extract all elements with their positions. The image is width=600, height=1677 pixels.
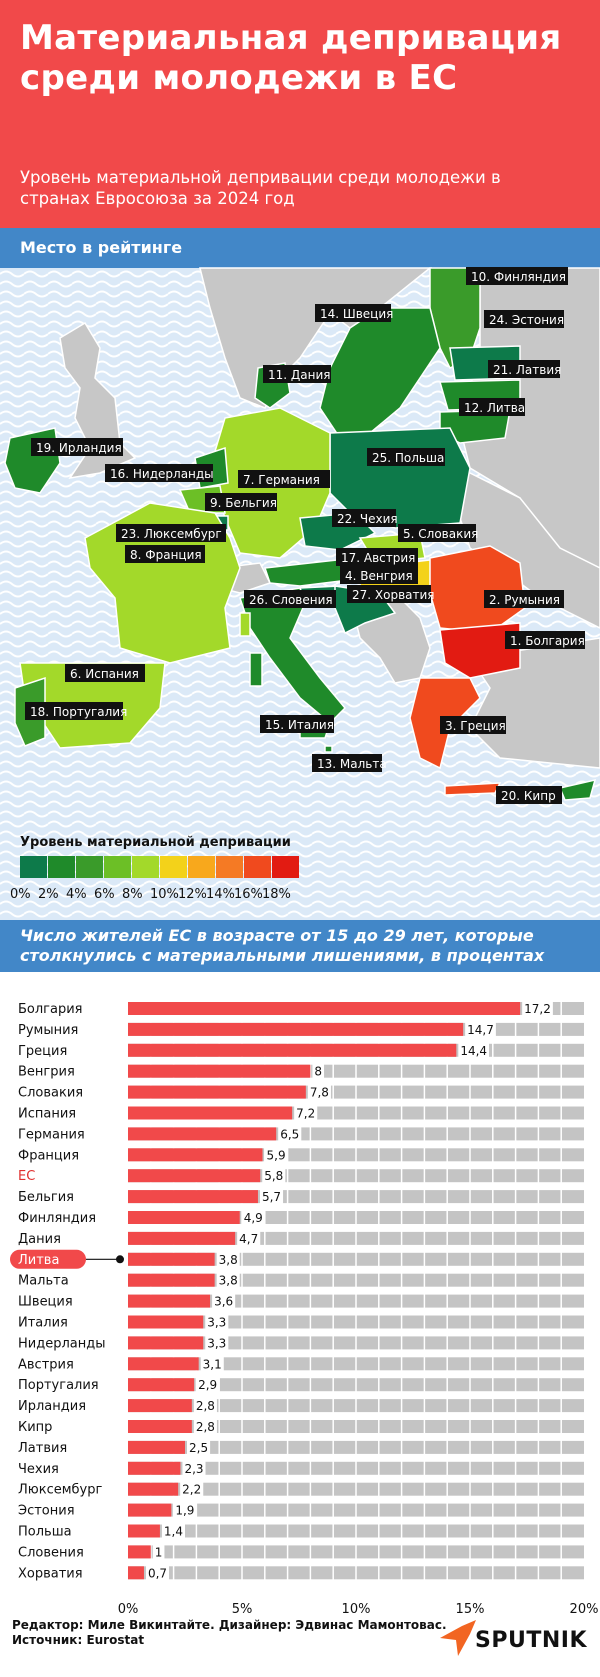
map-label-italy [260,715,334,733]
designer-label: Дизайнер: [218,1618,292,1632]
map-label-romania [484,590,564,608]
category-label: Словакия [18,1085,84,1101]
svg-text:20. Кипр: 20. Кипр [501,789,556,803]
legend-tick-label: 12% [178,887,207,902]
bar-value-label: 14,4 [460,1043,488,1058]
legend-title: Уровень материальной депривации [20,835,291,850]
marked-dot [116,1255,124,1263]
bar-value-label: 3,8 [218,1273,238,1288]
bar-value-label: 2,8 [195,1399,215,1414]
map-label-spain [65,664,145,682]
bar [128,1086,306,1099]
map-legend [10,835,299,902]
category-label: Болгария [18,1002,83,1017]
svg-text:17. Австрия: 17. Австрия [341,551,416,565]
svg-text:15. Италия: 15. Италия [265,718,334,732]
category-label: Италия [18,1315,68,1331]
bar [128,1127,276,1140]
bar [128,1002,520,1015]
bar [128,1274,215,1287]
svg-text:6. Испания: 6. Испания [70,667,139,681]
category-label: Литва [18,1252,60,1268]
bar [128,1357,199,1370]
editor-label: Редактор: [12,1618,84,1632]
header [0,0,600,228]
bar [128,1462,180,1475]
bar-value-label: 8 [314,1064,323,1079]
page-title: Материальная депривация среди молодежи в ЕС [20,18,562,98]
category-label: Бельгия [18,1190,74,1206]
bar-value-label: 5,8 [264,1169,284,1184]
svg-text:11. Дания: 11. Дания [268,368,331,382]
bar-value-label: 17,2 [524,1002,551,1016]
map-label-poland [367,448,445,466]
legend-tick-label: 4% [66,887,87,902]
legend-swatch [216,856,243,878]
svg-text:22. Чехия: 22. Чехия [337,512,398,526]
category-label: Ирландия [18,1399,87,1415]
category-label: Дания [18,1231,61,1247]
map-heading: Место в рейтинге [0,228,600,268]
x-tick-label: 5% [231,1602,253,1618]
map-label-austria [336,548,418,566]
bar-value-label: 2,3 [184,1461,204,1476]
svg-text:3. Греция: 3. Греция [445,719,506,733]
legend-tick-label: 6% [94,887,115,902]
sardinia-shape [250,653,262,686]
svg-text:26. Словения: 26. Словения [249,593,333,607]
x-tick-label: 20% [569,1602,599,1618]
svg-text:19. Ирландия: 19. Ирландия [36,441,122,455]
category-label: Франция [18,1148,80,1164]
bar-value-label: 7,2 [296,1106,316,1121]
source-label: Источник: [12,1633,83,1647]
x-tick-label: 15% [455,1602,485,1618]
legend-swatch [48,856,75,878]
category-label: Эстония [18,1503,75,1519]
category-label: Словения [18,1545,84,1561]
map-label-estonia [484,310,564,328]
bar-value-label: 2,8 [195,1420,215,1434]
category-label: Австрия [18,1357,74,1373]
map-label-slovakia [398,524,478,542]
legend-swatch [244,856,271,878]
category-label: Финляндия [18,1211,97,1226]
map-label-ireland [31,438,123,456]
bar-value-label: 2,9 [198,1378,218,1393]
corsica-shape [240,613,250,636]
map-label-denmark [263,365,331,383]
category-label: Мальта [18,1273,69,1289]
source-name: Eurostat [86,1633,145,1647]
bar [128,1420,192,1433]
bar-chart [0,972,600,1618]
x-tick-label: 0% [117,1602,139,1618]
bar [128,1316,203,1329]
category-label: Румыния [18,1022,79,1038]
bar [128,1023,463,1036]
map-label-belgium [205,493,277,511]
svg-text:21. Латвия: 21. Латвия [493,363,562,377]
map-label-bulgaria [505,631,585,649]
bar [128,1483,178,1496]
bar-value-label: 5,9 [266,1148,286,1163]
map-label-finland [466,267,568,285]
bar-value-label: 14,7 [467,1022,494,1037]
map-label-germany [238,470,330,488]
svg-text:9. Бельгия: 9. Бельгия [210,496,277,510]
category-label: Швеция [18,1294,73,1310]
category-label: Чехия [18,1461,59,1477]
chart-heading: Число жителей ЕС в возрасте от 15 до 29 лет, которые столкнулись с материальными лишениями, в процентах [0,920,600,972]
map-label-hungary [340,566,418,584]
svg-text:1. Болгария: 1. Болгария [510,634,585,648]
svg-text:2. Румыния: 2. Румыния [489,593,560,607]
bar [128,1378,194,1391]
bar-value-label: 7,8 [309,1085,329,1100]
bar-value-label: 4,7 [239,1231,259,1246]
bar [128,1295,210,1308]
svg-text:25. Польша: 25. Польша [372,451,445,465]
map-label-latvia [488,360,561,378]
bar [128,1399,192,1412]
bar [128,1190,258,1203]
category-label: ЕС [18,1169,36,1185]
bar-value-label: 1 [154,1545,163,1560]
bar-value-label: 3,6 [214,1294,234,1309]
svg-text:27. Хорватия: 27. Хорватия [352,588,435,602]
malta-shape [325,746,332,752]
bar [128,1504,171,1517]
legend-tick-label: 14% [206,887,235,902]
category-label: Люксембург [18,1482,103,1498]
sputnik-logo-icon [440,1620,476,1656]
legend-tick-label: 2% [38,887,59,902]
legend-tick-label: 10% [150,887,179,902]
svg-text:23. Люксембург: 23. Люксембург [121,527,222,541]
map-label-malta [312,754,387,772]
bar [128,1065,310,1078]
editor-name: Миле Викинтайте. [87,1618,215,1632]
bar-value-label: 4,9 [243,1211,263,1225]
legend-swatch [20,856,47,878]
bar-value-label: 0,7 [147,1566,168,1581]
svg-text:13. Мальта: 13. Мальта [317,757,387,771]
category-label: Польша [18,1524,72,1540]
category-label: Нидерланды [18,1336,106,1352]
map-label-slovenia [244,590,336,608]
legend-tick-label: 18% [262,887,291,902]
category-label: Кипр [18,1420,53,1435]
bar [128,1336,203,1349]
map-label-portugal [25,702,127,720]
map-label-czechia [332,509,398,527]
map-label-netherlands [105,464,214,482]
map-label-croatia [347,585,435,603]
map-label-luxembourg [116,524,226,542]
svg-text:10. Финляндия: 10. Финляндия [471,270,566,284]
bar-value-label: 1,4 [163,1524,184,1539]
bar [128,1044,456,1057]
bar [128,1441,185,1454]
category-label: Греция [18,1043,68,1059]
bar [128,1211,240,1224]
bar-value-label: 3,3 [207,1336,227,1351]
legend-swatch [188,856,215,878]
bar [128,1107,292,1120]
bar [128,1169,260,1182]
svg-text:4. Венгрия: 4. Венгрия [345,569,413,583]
bar [128,1232,235,1245]
x-tick-label: 10% [341,1602,371,1618]
svg-text:14. Швеция: 14. Швеция [320,307,394,321]
bar [128,1566,144,1579]
page-subtitle: Уровень материальной депривации среди молодежи в странах Евросоюза за 2024 год [20,168,501,208]
legend-tick-label: 0% [10,887,31,902]
legend-swatch [76,856,103,878]
bar-value-label: 3,8 [218,1252,238,1267]
bar [128,1253,215,1266]
svg-text:24. Эстония: 24. Эстония [489,313,565,327]
legend-swatch [160,856,187,878]
bar-value-label: 1,9 [175,1503,195,1518]
map-label-france [125,545,205,563]
legend-tick-label: 8% [122,887,143,902]
category-label: Германия [18,1127,85,1143]
bar-value-label: 3,3 [207,1315,227,1330]
category-label: Латвия [18,1440,68,1456]
map-label-cyprus [496,786,562,804]
svg-text:12. Литва: 12. Литва [464,401,526,415]
svg-text:5. Словакия: 5. Словакия [403,527,479,541]
bar [128,1525,160,1538]
svg-text:8. Франция: 8. Франция [130,548,202,562]
category-label: Испания [18,1106,77,1122]
bar-value-label: 3,1 [202,1357,222,1372]
category-label: Португалия [18,1378,99,1394]
bar-value-label: 6,5 [280,1127,300,1142]
legend-swatch [104,856,131,878]
svg-text:18. Португалия: 18. Португалия [30,705,128,719]
category-label: Хорватия [18,1566,83,1582]
legend-tick-label: 16% [234,887,263,902]
map-label-greece [440,716,506,734]
bar-value-label: 5,7 [261,1190,282,1205]
category-label: Венгрия [18,1064,75,1080]
designer-name: Эдвинас Мамонтовас. [295,1618,447,1632]
map-label-sweden [315,304,393,322]
svg-text:7. Германия: 7. Германия [243,473,320,487]
bar [128,1545,151,1558]
legend-swatch [132,856,159,878]
legend-swatch [272,856,299,878]
bar [128,1148,263,1161]
sputnik-logo-text: SPUTNIK [475,1628,587,1653]
credits [12,1618,447,1648]
greece-crete-shape [445,783,500,795]
map-label-lithuania [459,398,525,416]
svg-text:16. Нидерланды: 16. Нидерланды [110,467,214,481]
europe-map [0,268,600,920]
bar-value-label: 2,2 [182,1482,202,1497]
bar-value-label: 2,5 [189,1440,209,1455]
